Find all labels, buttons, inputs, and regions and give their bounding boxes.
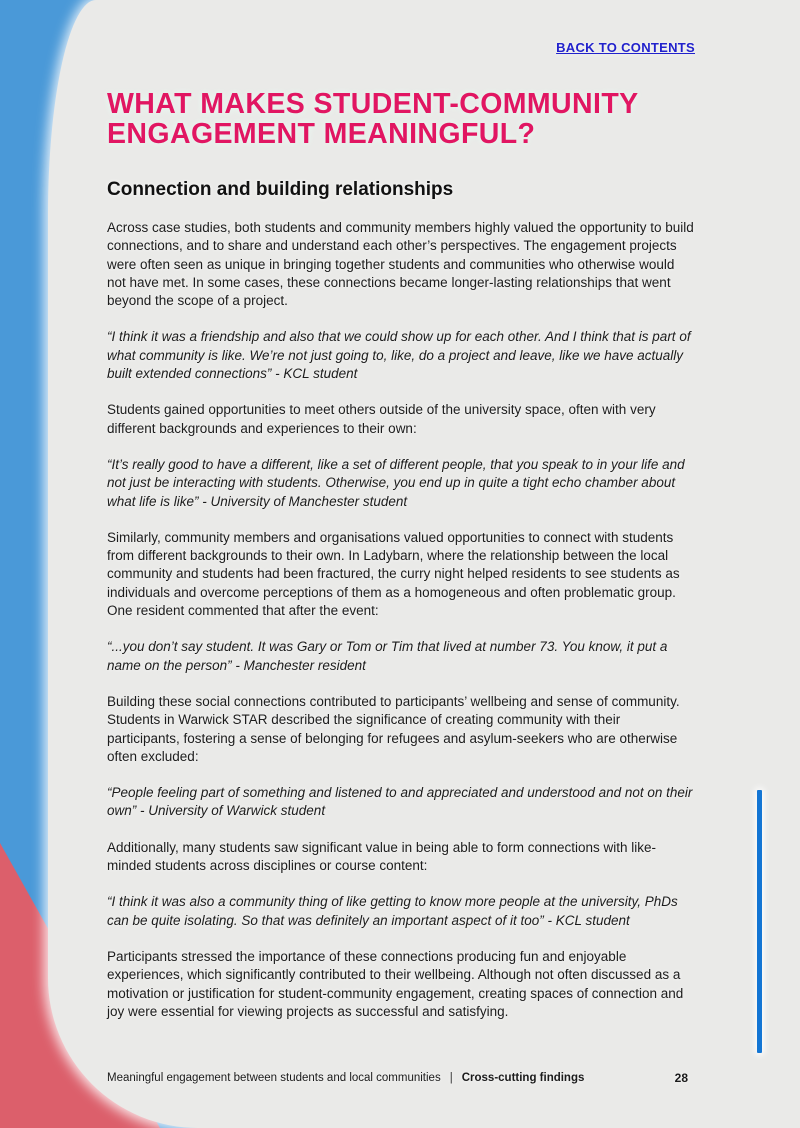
body-paragraph: Participants stressed the importance of these connections producing fun and enjoyable experiences, which significantly contributed to their wellbeing. Although not often discussed as a motivation or justification for student-community engagement, creating spaces of connection and joy were essential for viewing projects as successful and satisfying. bbox=[107, 948, 684, 1019]
body-paragraph: Additionally, many students saw significant value in being able to form connections with like-minded students across disciplines or course content: bbox=[107, 839, 657, 874]
page-content bbox=[107, 0, 695, 1039]
quote-paragraph: “It’s really good to have a different, like a set of different people, that you speak to in your life and not just be interacting with students. Otherwise, you end up in quite a tight echo chamber about what life is like” - University of Manchester student bbox=[107, 456, 685, 509]
body-paragraph: Similarly, community members and organisations valued opportunities to connect with students from different backgrounds to their own. In Ladybarn, where the relationship between the local community and students had been fractured, the curry night helped residents to see students as individuals and overcome perceptions of them as a homogeneous and often problematic group. One resident commented that after the event: bbox=[107, 529, 680, 619]
back-to-contents-link[interactable]: BACK TO CONTENTS bbox=[556, 40, 695, 55]
body-paragraph: Building these social connections contributed to participants’ wellbeing and sense of community. Students in Warwick STAR described the significance of creating community with their participants, fostering a sense of belonging for refugees and asylum-seekers who are otherwise often excluded: bbox=[107, 693, 680, 764]
quote-paragraph: “I think it was a friendship and also that we could show up for each other. And I think that is part of what community is like. We’re not just going to, like, do a project and leave, like we have actually built extended connections” - KCL student bbox=[107, 329, 691, 382]
quote-paragraph: “People feeling part of something and listened to and appreciated and understood and not on their own” - University of Warwick student bbox=[107, 785, 693, 819]
section-heading: Connection and building relationships bbox=[107, 179, 454, 200]
back-link-row bbox=[107, 39, 695, 57]
page-footer bbox=[107, 1071, 695, 1085]
footer-doc-title: Meaningful engagement between students and local communities bbox=[107, 1072, 441, 1084]
accent-vertical-line bbox=[757, 790, 762, 1053]
quote-paragraph: “I think it was also a community thing of like getting to know more people at the university, PhDs can be quite isolating. So that was definitely an important aspect of it too” - KCL student bbox=[107, 894, 678, 928]
page-title bbox=[107, 90, 695, 149]
body-text bbox=[107, 219, 695, 1021]
footer-separator: | bbox=[449, 1072, 453, 1084]
page-title-line1: WHAT MAKES STUDENT-COMMUNITY bbox=[107, 88, 639, 120]
page-number: 28 bbox=[674, 1071, 688, 1085]
body-paragraph: Across case studies, both students and community members highly valued the opportunity to build connections, and to share and understand each other’s perspectives. The engagement projects were often seen as unique in bringing together students and communities who otherwise would not have met. In some cases, these connections became longer-lasting relationships that went beyond the scope of a project. bbox=[107, 220, 694, 309]
page-title-line2: ENGAGEMENT MEANINGFUL? bbox=[107, 117, 536, 150]
body-paragraph: Students gained opportunities to meet others outside of the university space, often with very different backgrounds and experiences to their own: bbox=[107, 402, 656, 436]
footer-section-label: Cross-cutting findings bbox=[461, 1072, 585, 1084]
quote-paragraph: “...you don’t say student. It was Gary or Tom or Tim that lived at number 73. You know, it put a name on the person” - Manchester resident bbox=[107, 639, 668, 673]
